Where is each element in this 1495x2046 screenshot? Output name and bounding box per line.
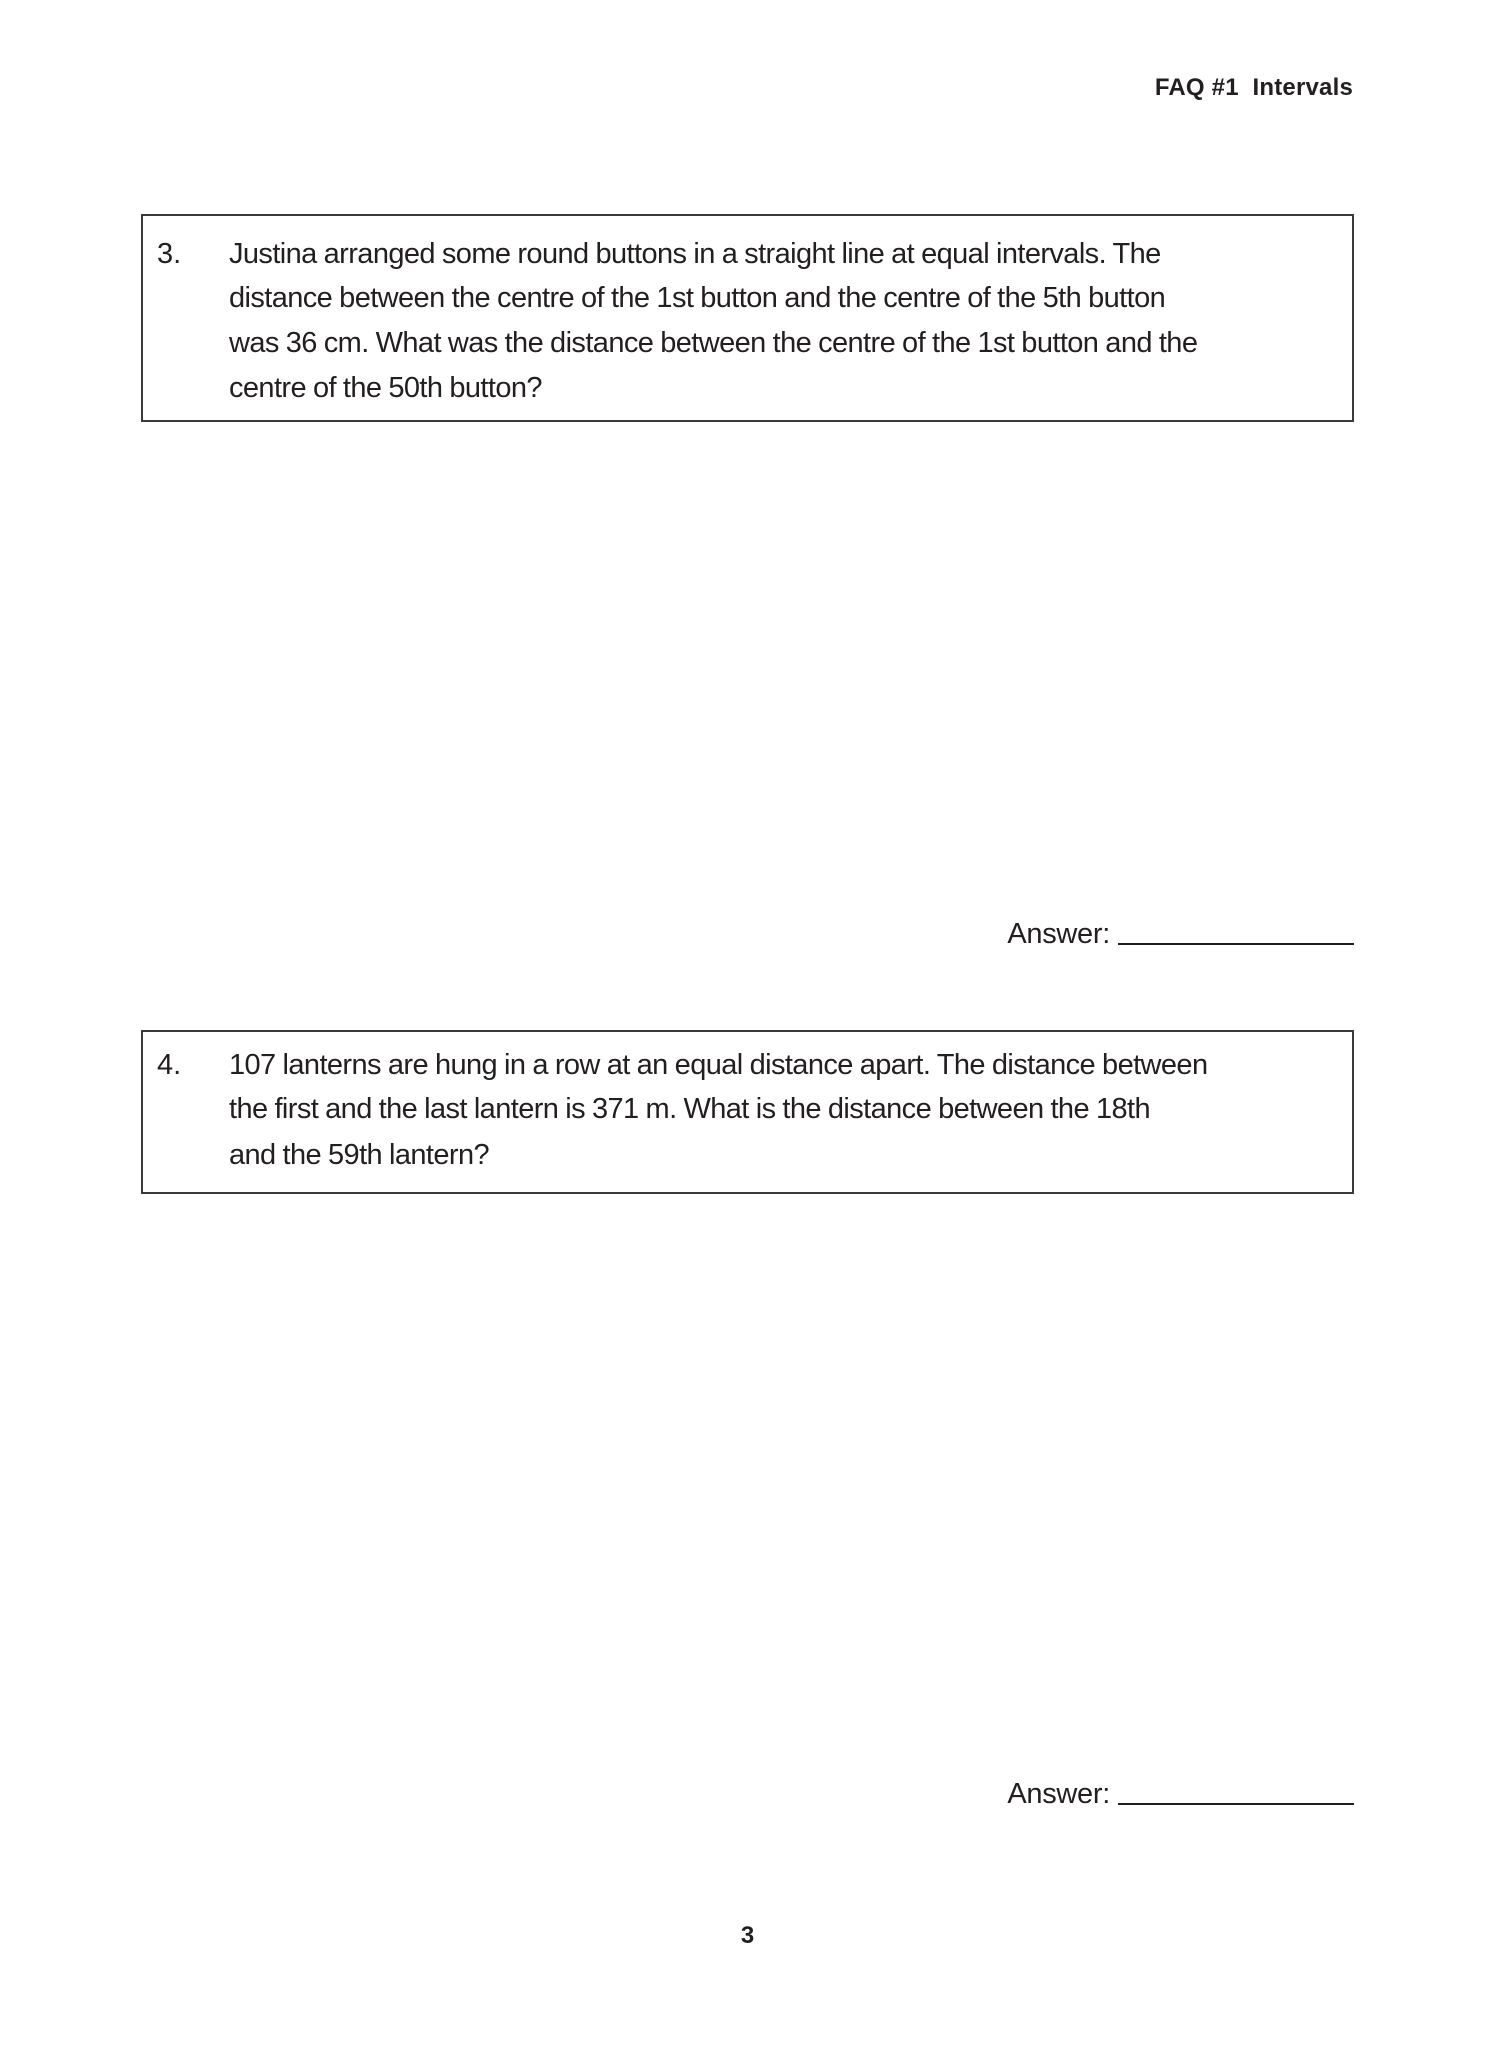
answer-row-4 xyxy=(1007,1778,1354,1811)
question-text-line: distance between the centre of the 1st button and the centre of the 5th button xyxy=(229,282,1166,314)
question-text-line: centre of the 50th button? xyxy=(229,372,542,404)
question-text-line: and the 59th lantern? xyxy=(229,1139,490,1171)
question-text-line: 107 lanterns are hung in a row at an equal distance apart. The distance between xyxy=(229,1049,1208,1081)
question-box-3 xyxy=(141,214,1354,422)
question-text-line: was 36 cm. What was the distance between the centre of the 1st button and the xyxy=(229,327,1198,359)
page-number: 3 xyxy=(740,1922,755,1949)
answer-blank-line[interactable] xyxy=(1118,943,1354,945)
question-box-4 xyxy=(141,1030,1354,1194)
question-number: 4. xyxy=(157,1049,182,1081)
answer-blank-line[interactable] xyxy=(1118,1803,1354,1805)
question-text-line: the first and the last lantern is 371 m. What is the distance between the 18th xyxy=(229,1093,1150,1125)
question-number: 3. xyxy=(157,238,182,270)
page-header-title: FAQ #1 Intervals xyxy=(1154,74,1353,101)
answer-label: Answer: xyxy=(1007,1778,1110,1810)
question-text-line: Justina arranged some round buttons in a straight line at equal intervals. The xyxy=(229,238,1161,270)
answer-label: Answer: xyxy=(1007,918,1110,950)
answer-row-3 xyxy=(1007,918,1354,951)
